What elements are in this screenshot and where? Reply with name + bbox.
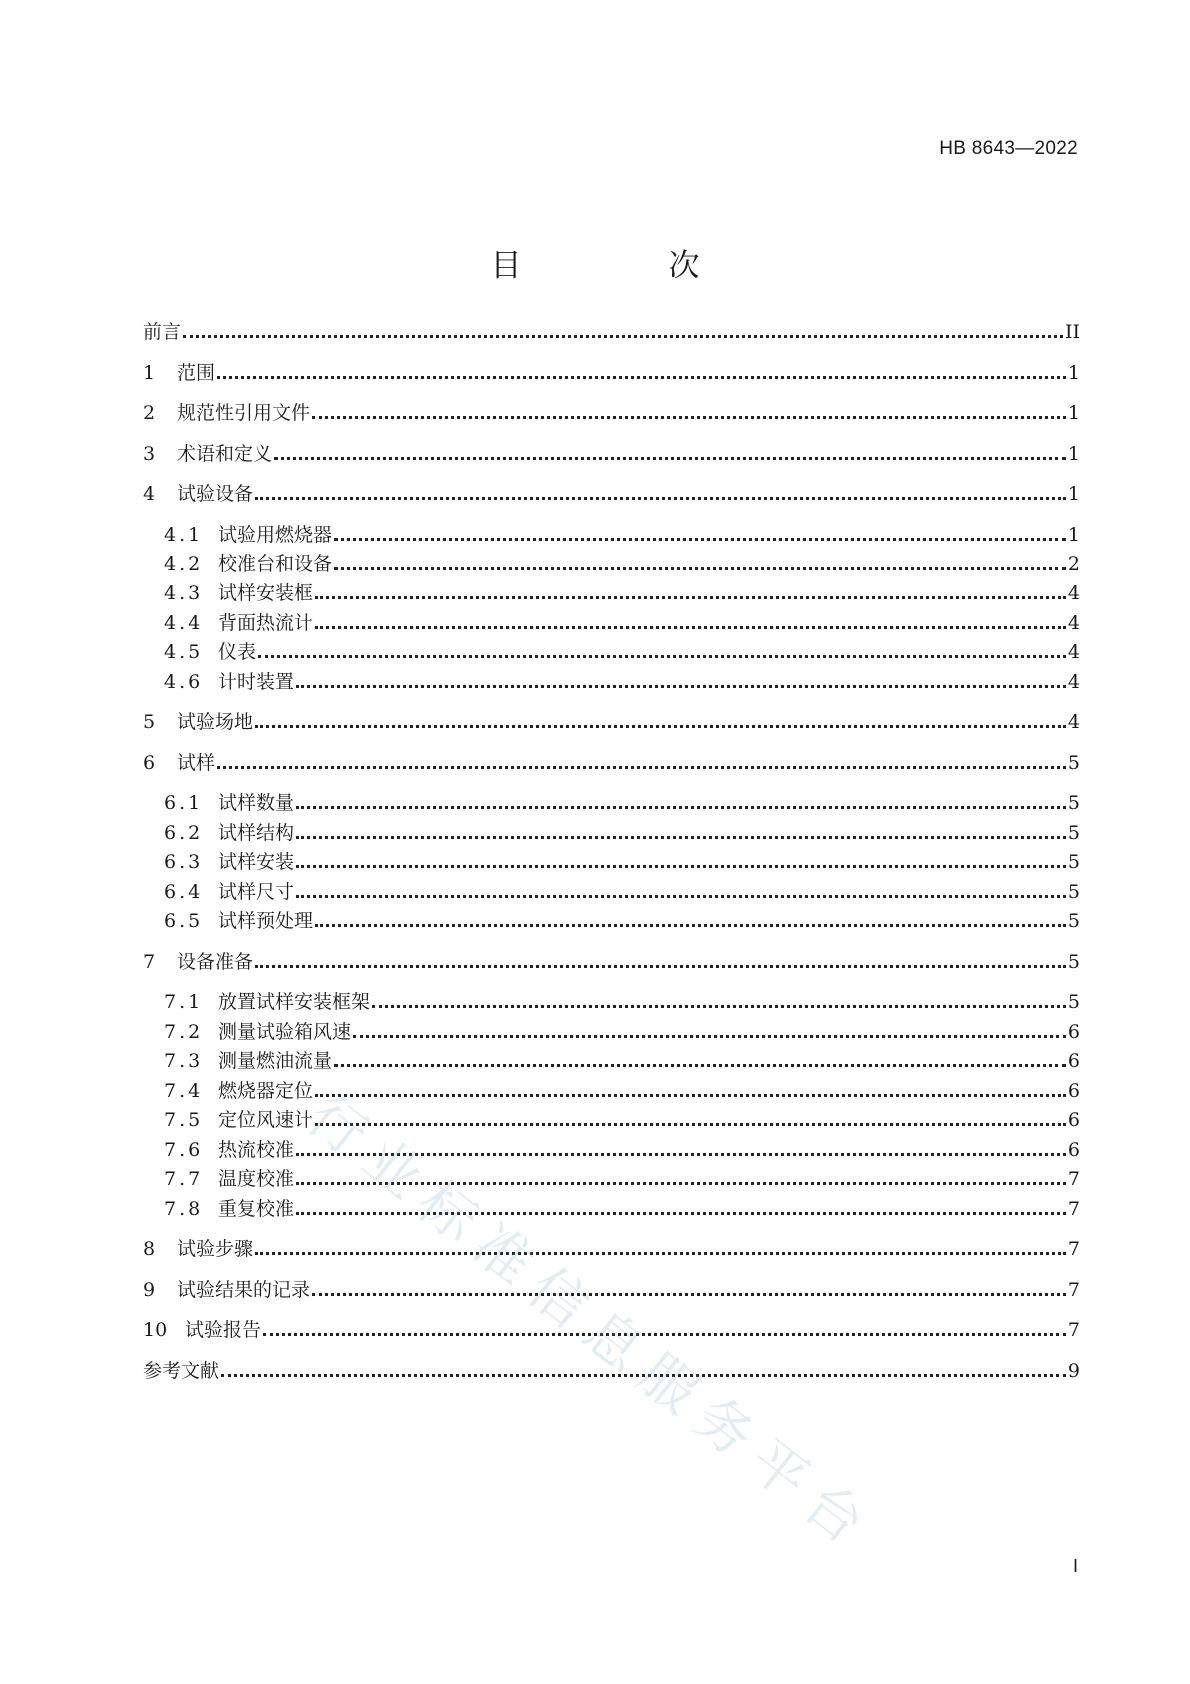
toc-leader-dots bbox=[221, 1374, 1066, 1377]
toc-entry[interactable] bbox=[143, 481, 1080, 507]
toc-leader-dots bbox=[312, 416, 1066, 419]
toc-entry-page: 5 bbox=[1067, 851, 1080, 873]
toc-entry-title: 术语和定义 bbox=[177, 443, 273, 465]
toc-leader-dots bbox=[274, 457, 1066, 460]
toc-entry-title: 前言 bbox=[143, 321, 182, 343]
toc-entry-page: 1 bbox=[1067, 443, 1080, 465]
toc-entry-page: 7 bbox=[1067, 1198, 1080, 1220]
toc-entry[interactable] bbox=[143, 949, 1080, 975]
toc-entry[interactable] bbox=[143, 1236, 1080, 1262]
toc-entry[interactable] bbox=[143, 319, 1080, 345]
toc-entry-title: 试验步骤 bbox=[177, 1238, 254, 1260]
toc-entry-title: 试样结构 bbox=[218, 822, 295, 844]
toc-leader-dots bbox=[217, 376, 1066, 379]
toc-leader-dots bbox=[334, 538, 1066, 541]
toc-entry-title: 试样数量 bbox=[218, 792, 295, 814]
toc-leader-dots bbox=[334, 1064, 1066, 1067]
toc-entry-page: 5 bbox=[1067, 910, 1080, 932]
toc-entry-number: 5 bbox=[143, 711, 156, 733]
toc-entry-page: 1 bbox=[1067, 483, 1080, 505]
toc-entry-title: 定位风速计 bbox=[218, 1109, 314, 1131]
toc-leader-dots bbox=[312, 1293, 1066, 1296]
toc-entry[interactable] bbox=[143, 360, 1080, 386]
toc-entry-title: 背面热流计 bbox=[218, 612, 314, 634]
toc-entry-title: 试样安装 bbox=[218, 851, 295, 873]
toc-entry-title: 试样 bbox=[177, 752, 216, 774]
toc-entry[interactable] bbox=[164, 1078, 1080, 1104]
toc-leader-dots bbox=[183, 335, 1063, 338]
toc-entry[interactable] bbox=[143, 441, 1080, 467]
toc-leader-dots bbox=[296, 1153, 1066, 1156]
toc-entry[interactable] bbox=[164, 1107, 1080, 1133]
toc-entry-title: 试验结果的记录 bbox=[177, 1279, 311, 1301]
toc-entry-number: 4.3 bbox=[164, 582, 204, 604]
toc-entry-title: 热流校准 bbox=[218, 1139, 295, 1161]
toc-entry-page: 5 bbox=[1067, 792, 1080, 814]
toc-entry-page: 5 bbox=[1067, 822, 1080, 844]
toc-entry-number: 10 bbox=[143, 1319, 168, 1341]
toc-entry-number: 6.4 bbox=[164, 881, 204, 903]
toc-entry-title: 试验报告 bbox=[185, 1319, 262, 1341]
toc-entry[interactable] bbox=[164, 908, 1080, 934]
toc-entry[interactable] bbox=[164, 1048, 1080, 1074]
toc-entry-page: 4 bbox=[1067, 612, 1080, 634]
toc-leader-dots bbox=[296, 685, 1066, 688]
toc-entry[interactable] bbox=[164, 1166, 1080, 1192]
toc-entry-number: 4.4 bbox=[164, 612, 204, 634]
toc-leader-dots bbox=[372, 1005, 1066, 1008]
toc-entry-page: 4 bbox=[1067, 711, 1080, 733]
toc-leader-dots bbox=[315, 924, 1066, 927]
toc-leader-dots bbox=[263, 1333, 1066, 1336]
toc-entry[interactable] bbox=[164, 551, 1080, 577]
toc-leader-dots bbox=[296, 1182, 1066, 1185]
toc-entry-page: II bbox=[1064, 321, 1080, 343]
page-number: I bbox=[1072, 1556, 1078, 1576]
toc-leader-dots bbox=[296, 895, 1066, 898]
toc-entry-number: 4.6 bbox=[164, 671, 204, 693]
toc-entry[interactable] bbox=[164, 639, 1080, 665]
toc-entry-page: 7 bbox=[1067, 1279, 1080, 1301]
toc-entry-page: 7 bbox=[1067, 1168, 1080, 1190]
toc-leader-dots bbox=[217, 766, 1066, 769]
toc-entry-page: 6 bbox=[1067, 1109, 1080, 1131]
toc-entry-title: 范围 bbox=[177, 362, 216, 384]
toc-entry-number: 6.5 bbox=[164, 910, 204, 932]
toc-entry-page: 1 bbox=[1067, 524, 1080, 546]
toc-entry[interactable] bbox=[143, 1358, 1080, 1384]
toc-leader-dots bbox=[296, 1212, 1066, 1215]
toc-entry-page: 7 bbox=[1067, 1319, 1080, 1341]
toc-entry-title: 校准台和设备 bbox=[218, 553, 333, 575]
toc-entry-number: 7.1 bbox=[164, 991, 204, 1013]
toc-entry-title: 试样尺寸 bbox=[218, 881, 295, 903]
watermark: 行业标准信息服务平台 bbox=[295, 1082, 887, 1566]
toc-leader-dots bbox=[315, 1123, 1066, 1126]
toc-leader-dots bbox=[255, 1252, 1066, 1255]
toc-entry-title: 计时装置 bbox=[218, 671, 295, 693]
toc-entry[interactable] bbox=[164, 820, 1080, 846]
toc-entry-title: 参考文献 bbox=[143, 1360, 220, 1382]
toc-entry-number: 7.5 bbox=[164, 1109, 204, 1131]
toc-entry-title: 燃烧器定位 bbox=[218, 1080, 314, 1102]
toc-entry[interactable] bbox=[164, 669, 1080, 695]
toc-leader-dots bbox=[255, 725, 1066, 728]
toc-entry-title: 试样安装框 bbox=[218, 582, 314, 604]
toc-entry-title: 放置试样安装框架 bbox=[218, 991, 371, 1013]
toc-entry-number: 4 bbox=[143, 483, 156, 505]
toc-leader-dots bbox=[296, 865, 1066, 868]
toc-entry[interactable] bbox=[164, 580, 1080, 606]
toc-entry-page: 6 bbox=[1067, 1050, 1080, 1072]
toc-entry[interactable] bbox=[164, 1019, 1080, 1045]
toc-leader-dots bbox=[255, 497, 1066, 500]
toc-entry[interactable] bbox=[164, 610, 1080, 636]
toc-entry-number: 8 bbox=[143, 1238, 156, 1260]
toc-entry-page: 5 bbox=[1067, 881, 1080, 903]
toc-entry-number: 7.4 bbox=[164, 1080, 204, 1102]
toc-entry-number: 4.2 bbox=[164, 553, 204, 575]
toc-entry-number: 4.1 bbox=[164, 524, 204, 546]
toc-entry-title: 试验用燃烧器 bbox=[218, 524, 333, 546]
toc-entry-number: 7.8 bbox=[164, 1198, 204, 1220]
toc-entry-title: 仪表 bbox=[218, 641, 257, 663]
toc-entry-number: 7.3 bbox=[164, 1050, 204, 1072]
toc-entry[interactable] bbox=[143, 400, 1080, 426]
toc-leader-dots bbox=[258, 655, 1066, 658]
toc-entry-page: 1 bbox=[1067, 362, 1080, 384]
toc-leader-dots bbox=[255, 965, 1066, 968]
toc-leader-dots bbox=[296, 836, 1066, 839]
toc-entry-page: 5 bbox=[1067, 752, 1080, 774]
page-title: 目 次 bbox=[490, 248, 758, 284]
toc-entry-page: 6 bbox=[1067, 1139, 1080, 1161]
toc-entry[interactable] bbox=[164, 989, 1080, 1015]
toc-leader-dots bbox=[334, 567, 1066, 570]
toc-entry[interactable] bbox=[164, 1196, 1080, 1222]
toc-entry[interactable] bbox=[164, 849, 1080, 875]
toc-entry-page: 5 bbox=[1067, 991, 1080, 1013]
toc-entry-number: 4.5 bbox=[164, 641, 204, 663]
toc-entry-number: 2 bbox=[143, 402, 156, 424]
toc-entry-number: 6.2 bbox=[164, 822, 204, 844]
toc-entry-title: 测量燃油流量 bbox=[218, 1050, 333, 1072]
toc-entry-page: 2 bbox=[1067, 553, 1080, 575]
toc-entry-number: 7.6 bbox=[164, 1139, 204, 1161]
toc-entry-page: 5 bbox=[1067, 951, 1080, 973]
toc-entry-number: 6.1 bbox=[164, 792, 204, 814]
toc-entry[interactable] bbox=[164, 1137, 1080, 1163]
toc-entry[interactable] bbox=[164, 879, 1080, 905]
toc-entry[interactable] bbox=[164, 790, 1080, 816]
toc-entry[interactable] bbox=[143, 750, 1080, 776]
toc-entry-page: 6 bbox=[1067, 1080, 1080, 1102]
toc-entry-number: 3 bbox=[143, 443, 156, 465]
toc-entry-page: 4 bbox=[1067, 641, 1080, 663]
toc-entry-title: 测量试验箱风速 bbox=[218, 1021, 352, 1043]
toc-leader-dots bbox=[315, 626, 1066, 629]
toc-entry-number: 6 bbox=[143, 752, 156, 774]
toc-leader-dots bbox=[315, 596, 1066, 599]
toc-entry-page: 4 bbox=[1067, 671, 1080, 693]
toc-entry-number: 1 bbox=[143, 362, 156, 384]
toc-entry-number: 7.7 bbox=[164, 1168, 204, 1190]
toc-entry-title: 温度校准 bbox=[218, 1168, 295, 1190]
toc-entry-page: 7 bbox=[1067, 1238, 1080, 1260]
toc-leader-dots bbox=[315, 1094, 1066, 1097]
toc-entry-number: 7.2 bbox=[164, 1021, 204, 1043]
toc-leader-dots bbox=[296, 806, 1066, 809]
toc-entry-title: 规范性引用文件 bbox=[177, 402, 311, 424]
toc-entry-page: 9 bbox=[1067, 1360, 1080, 1382]
toc-entry-page: 4 bbox=[1067, 582, 1080, 604]
toc-entry-title: 试验场地 bbox=[177, 711, 254, 733]
toc-entry[interactable] bbox=[143, 709, 1080, 735]
toc-entry[interactable] bbox=[143, 1277, 1080, 1303]
toc-entry-number: 6.3 bbox=[164, 851, 204, 873]
toc-entry-title: 设备准备 bbox=[177, 951, 254, 973]
toc-entry[interactable] bbox=[143, 1317, 1080, 1343]
toc-entry-page: 1 bbox=[1067, 402, 1080, 424]
document-number: HB 8643—2022 bbox=[939, 138, 1078, 159]
toc-entry-title: 试验设备 bbox=[177, 483, 254, 505]
toc-leader-dots bbox=[353, 1035, 1066, 1038]
toc-entry-title: 重复校准 bbox=[218, 1198, 295, 1220]
toc-entry-page: 6 bbox=[1067, 1021, 1080, 1043]
toc-entry-number: 9 bbox=[143, 1279, 156, 1301]
toc-entry-number: 7 bbox=[143, 951, 156, 973]
toc-entry-title: 试样预处理 bbox=[218, 910, 314, 932]
toc-entry[interactable] bbox=[164, 522, 1080, 548]
